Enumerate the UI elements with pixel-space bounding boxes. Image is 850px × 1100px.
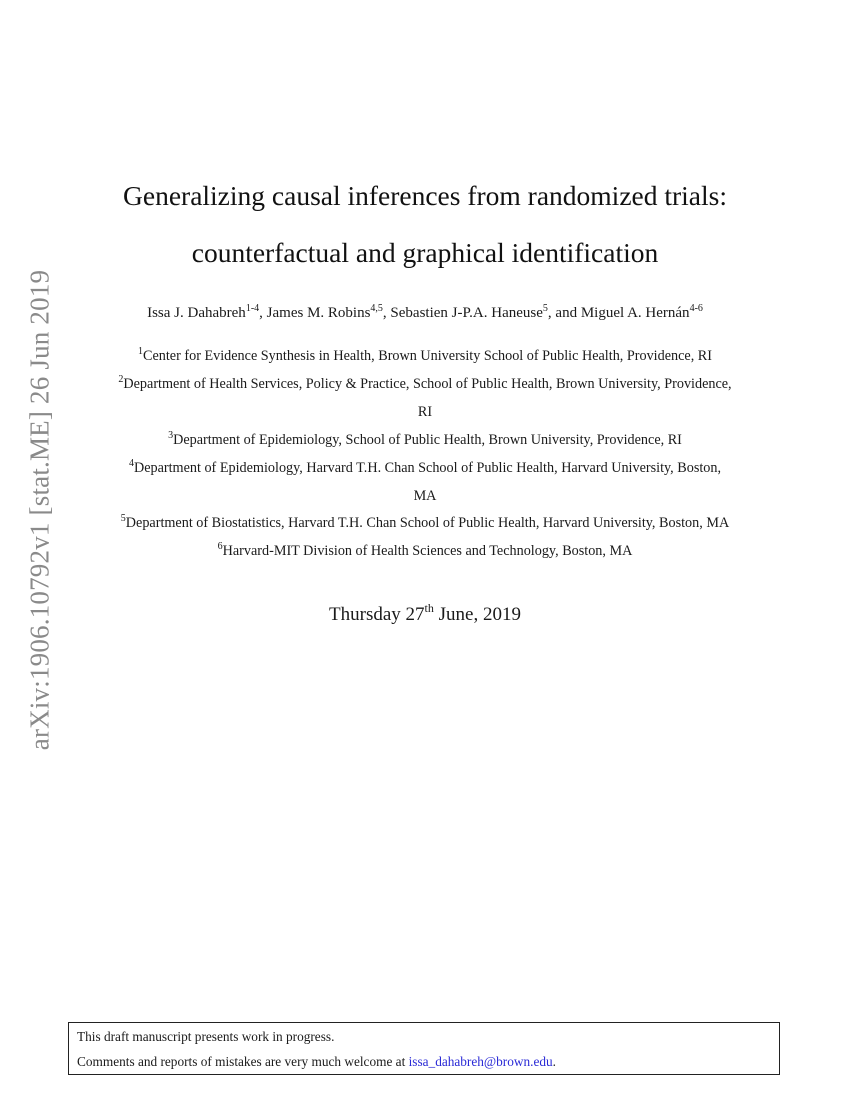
author-affil-mark: 5 <box>542 303 548 314</box>
affiliation-2 <box>0 376 850 393</box>
author-name: Sebastien J-P.A. Haneuse <box>390 305 543 321</box>
period: . <box>552 1054 556 1069</box>
author-affil-mark: 4,5 <box>370 303 383 314</box>
affiliation-text: Department of Epidemiology, School of Public Health, Brown University, Providence, RI <box>173 432 682 448</box>
affiliation-3 <box>0 432 850 449</box>
author-name: James M. Robins <box>266 305 371 321</box>
affiliation-number: 4 <box>128 458 134 469</box>
author-separator: , <box>259 305 267 321</box>
author-separator: , and <box>547 305 581 321</box>
date-ordinal-suffix: th <box>424 601 434 615</box>
affiliation-number: 5 <box>120 513 126 524</box>
affiliation-4-continued: MA <box>413 488 437 504</box>
arxiv-stamp <box>15 260 65 760</box>
affiliation-text: Harvard-MIT Division of Health Sciences and Technology, Boston, MA <box>222 543 633 559</box>
author-list <box>0 305 850 322</box>
author-affil-mark: 4-6 <box>689 303 703 314</box>
affiliation-number: 3 <box>168 430 174 441</box>
date-month-year: June, 2019 <box>433 604 521 625</box>
draft-notice-line: This draft manuscript presents work in progress. <box>77 1029 335 1044</box>
paper-title-line-1: Generalizing causal inferences from randomized trials: <box>123 180 727 211</box>
publication-date <box>0 601 850 626</box>
affiliation-number: 2 <box>118 374 124 385</box>
affiliation-text: Department of Epidemiology, Harvard T.H. Chan School of Public Health, Harvard University, Boston, <box>133 460 722 476</box>
date-day: Thursday 27 <box>329 604 425 625</box>
affiliation-text: Center for Evidence Synthesis in Health, Brown University School of Public Health, Providence, RI <box>143 348 712 364</box>
author-email-link[interactable]: issa_dahabreh@brown.edu <box>408 1054 553 1069</box>
affiliation-5 <box>0 515 850 532</box>
affiliation-number: 1 <box>138 346 144 357</box>
affiliation-text: Department of Health Services, Policy & Practice, School of Public Health, Brown University, Providence, <box>123 376 732 392</box>
affiliation-4 <box>0 460 850 477</box>
affiliation-number: 6 <box>217 541 223 552</box>
author-separator: , <box>382 305 391 321</box>
author-name: Issa J. Dahabreh <box>147 305 246 321</box>
affiliation-6 <box>0 543 850 560</box>
comments-notice-line <box>77 1054 556 1070</box>
arxiv-stamp-text: arXiv:1906.10792v1 [stat.ME] 26 Jun 2019 <box>24 269 55 751</box>
comments-text: Comments and reports of mistakes are very much welcome at <box>77 1054 409 1069</box>
author-affil-mark: 1-4 <box>245 303 260 314</box>
affiliation-2-continued: RI <box>417 404 433 420</box>
draft-notice-box <box>68 1022 780 1075</box>
paper-title-line-2: counterfactual and graphical identification <box>191 237 659 268</box>
affiliation-text: Department of Biostatistics, Harvard T.H. Chan School of Public Health, Harvard University, Boston, MA <box>125 515 730 531</box>
affiliation-1 <box>0 348 850 365</box>
author-name: Miguel A. Hernán <box>580 305 690 321</box>
